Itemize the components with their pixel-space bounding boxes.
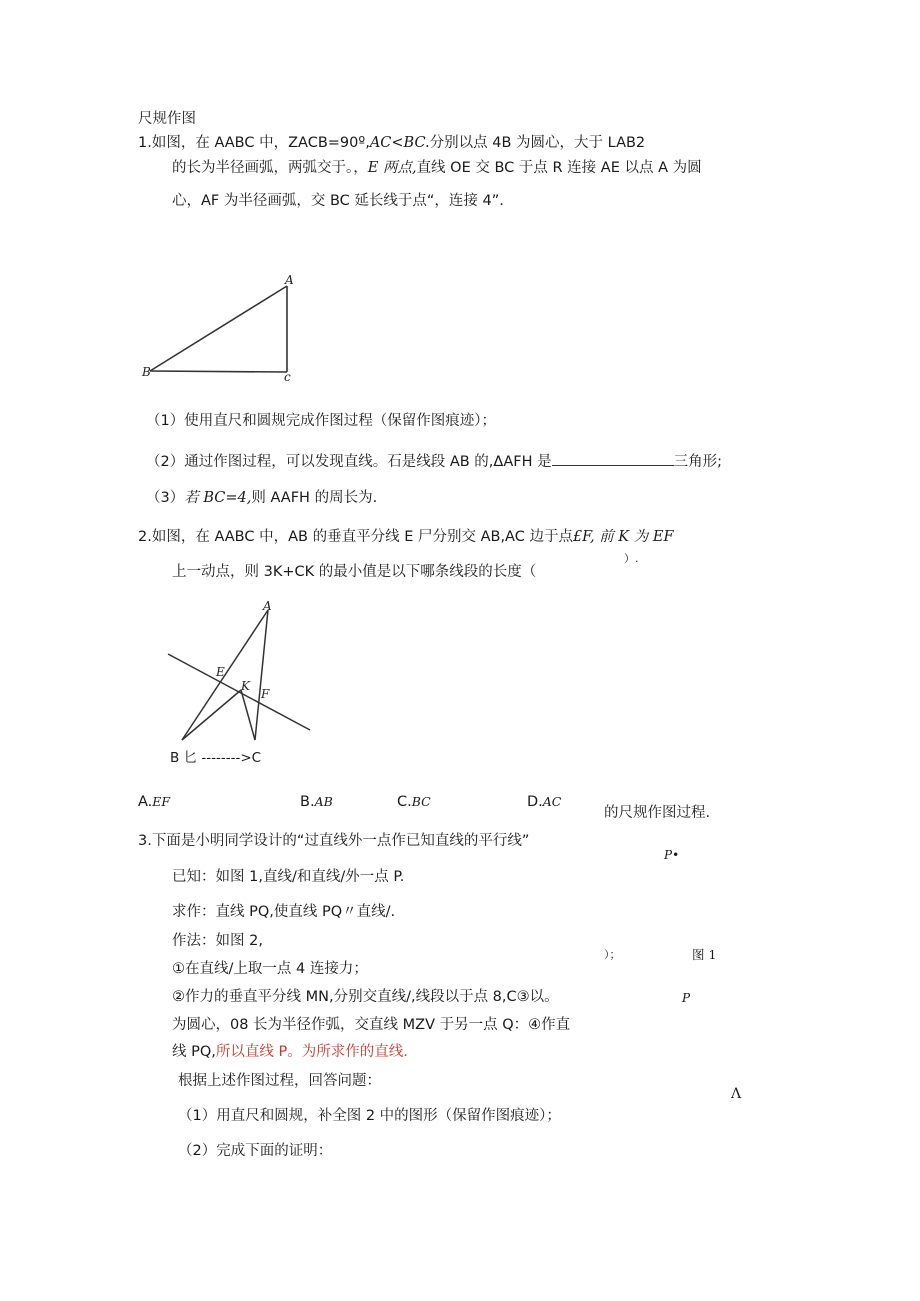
q3-ask: 求作：直线 PQ,使直线 PQ〃直线/. <box>172 904 396 920</box>
q2-option-b-key: B. <box>300 794 315 810</box>
q2-option-b-val: AB <box>314 794 333 809</box>
q1-sub3-b: 则 AAFH 的周长为. <box>251 490 378 506</box>
q2-side-mark: ）. <box>624 552 639 565</box>
q2-option-d <box>527 795 561 810</box>
q3-method: 作法：如图 2, <box>172 933 263 949</box>
q3-lambda-mark: Λ <box>731 1086 742 1102</box>
q2-option-a <box>138 795 170 810</box>
q1-triangle-figure <box>140 272 310 382</box>
q2-label-a: A <box>263 599 272 613</box>
q3-side-paren: ）； <box>604 948 621 961</box>
q2-option-c <box>397 795 431 810</box>
q2-bottom-label: B 匕 -------->C <box>170 750 262 766</box>
q1-answer-blank <box>552 453 674 466</box>
q2-line1 <box>138 530 674 545</box>
q1-line2-a: 的长为半径画弧，两弧交于。， <box>172 160 368 176</box>
q1-sub3-a: （3） <box>146 490 185 506</box>
q3-point-p: P <box>682 991 691 1005</box>
q2-label-f: F <box>261 687 270 701</box>
q1-side-bc <box>150 371 287 372</box>
q2-option-b <box>300 795 333 810</box>
q1-line1 <box>138 136 645 151</box>
page-title: 尺规作图 <box>138 111 196 127</box>
q1-sub2 <box>146 453 722 470</box>
q1-label-b: B <box>142 365 151 379</box>
q3-side-text: 的尺规作图过程. <box>604 805 711 821</box>
q1-line1-italic: AC<BC. <box>369 135 430 151</box>
q1-label-c: c <box>284 370 291 382</box>
q2-label-k: K <box>241 679 250 693</box>
q1-line1-text: 1.如图，在 AABC 中，ZACB=90º, <box>138 135 370 151</box>
q2-option-d-val: AC <box>542 794 562 809</box>
q1-sub2-a: （2）通过作图过程，可以发现直线。石是线段 AB 的,ΔAFH 是 <box>146 454 552 470</box>
q1-line2-italic: E 两点, <box>367 160 417 176</box>
q1-sub3 <box>146 491 377 506</box>
q2-option-c-key: C. <box>397 794 412 810</box>
q2-triangle-figure <box>162 598 322 748</box>
q3-line1: 3.下面是小明同学设计的“过直线外一点作已知直线的平行线” <box>138 833 530 849</box>
q2-label-e: E <box>216 665 225 679</box>
q3-step4 <box>172 1045 408 1060</box>
q2-side-ab <box>182 610 268 740</box>
q3-step3: 为圆心，08 长为半径作弧，交直线 MZV 于另一点 Q：④作直 <box>172 1017 571 1033</box>
q3-step1: ①在直线/上取一点 4 连接力； <box>172 961 368 977</box>
q3-sub1: （1）用直尺和圆规，补全图 2 中的图形（保留作图痕迹）； <box>178 1108 561 1124</box>
q2-line1-a: 2.如图，在 AABC 中，AB 的垂直平分线 E 尸分别交 AB,AC 边于点 <box>138 529 573 545</box>
q1-label-a: A <box>285 273 294 287</box>
q3-step4-a: 线 PQ, <box>172 1044 216 1060</box>
q2-line2: 上一动点，则 3K+CK 的最小值是以下哪条线段的长度（ <box>172 564 537 580</box>
q3-fig1-label: 图 1 <box>692 947 717 962</box>
q3-step4-red: 所以直线 P。为所求作的直线. <box>215 1044 408 1060</box>
q3-given: 已知：如图 1,直线/和直线/外一点 P. <box>172 869 405 885</box>
q2-line1-italic: £F, 前 K 为 EF <box>572 529 674 545</box>
q2-option-a-key: A. <box>138 794 153 810</box>
q3-sub2: （2）完成下面的证明： <box>178 1143 333 1159</box>
q2-side-ac <box>255 610 268 740</box>
q1-sub3-italic: 若 BC=4, <box>184 490 252 506</box>
q1-side-ba <box>150 286 287 371</box>
q3-point-p-dot: P• <box>664 848 680 862</box>
q2-option-c-val: BC <box>411 794 431 809</box>
q1-line2-b: 直线 OE 交 BC 于点 R 连接 AE 以点 A 为圆 <box>416 160 702 176</box>
q1-line3: 心，AF 为半径画弧，交 BC 延长线于点“，连接 4”. <box>172 193 504 209</box>
q1-line1-tail: 分别以点 4B 为圆心，大于 LAB2 <box>429 135 646 151</box>
q3-answer-intro: 根据上述作图过程，回答问题： <box>178 1073 381 1089</box>
q1-sub1: （1）使用直尺和圆规完成作图过程（保留作图痕迹）； <box>146 413 496 429</box>
q1-sub2-b: 三角形; <box>673 454 722 470</box>
q2-option-a-val: EF <box>152 794 171 809</box>
q1-line2 <box>172 161 702 176</box>
q3-step2: ②作力的垂直平分线 MN,分别交直线/,线段以于点 8,C③以。 <box>172 989 559 1005</box>
q2-seg-bk <box>182 690 241 740</box>
q2-option-d-key: D. <box>527 794 543 810</box>
